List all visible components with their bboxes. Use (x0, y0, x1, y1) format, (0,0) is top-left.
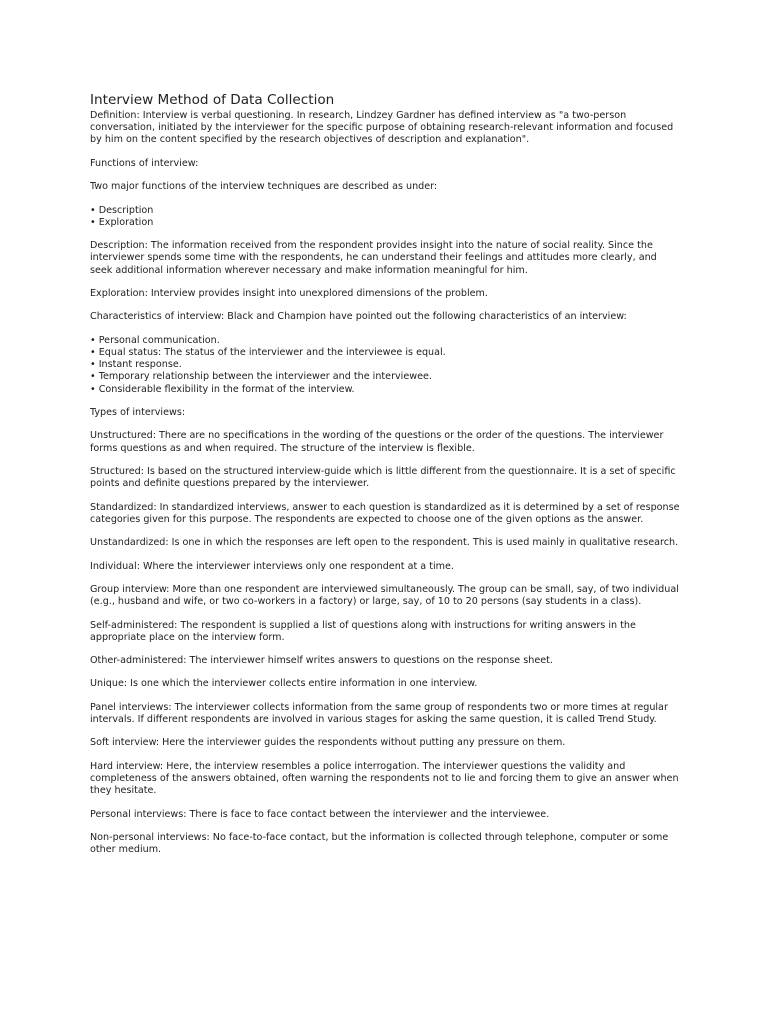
list-item: • Considerable flexibility in the format of the interview. (90, 384, 680, 396)
list-item: • Description (90, 205, 680, 217)
type-soft-paragraph: Soft interview: Here the interviewer guides the respondents without putting any pressure on them. (90, 737, 566, 749)
type-unique-paragraph: Unique: Is one which the interviewer collects entire information in one interview. (90, 678, 478, 690)
exploration-paragraph: Exploration: Interview provides insight into unexplored dimensions of the problem. (90, 287, 488, 299)
type-unstructured-paragraph: Unstructured: There are no specifications in the wording of the questions or the order of the questions. The interviewer forms questions as and when required. The structure of the interview is flexible. (90, 430, 664, 454)
page-title: Interview Method of Data Collection (90, 92, 335, 108)
type-standardized-paragraph: Standardized: In standardized interviews, answer to each question is standardized as it is determined by a set of response categories given for this purpose. The respondents are expected to choose one of the given options as the answer. (90, 501, 680, 525)
functions-list (90, 205, 680, 229)
type-personal-paragraph: Personal interviews: There is face to face contact between the interviewer and the interviewee. (90, 808, 550, 820)
type-non-personal-paragraph: Non-personal interviews: No face-to-face contact, but the information is collected through telephone, computer or some other medium. (90, 832, 669, 856)
list-item: • Temporary relationship between the interviewer and the interviewee. (90, 371, 680, 383)
document-page (90, 92, 680, 868)
description-paragraph: Description: The information received from the respondent provides insight into the nature of social reality. Since the interviewer spends some time with the respondents, he can understand their feelings and attitudes more clearly, and seek additional information wherever necessary and make information meaningful for him. (90, 240, 657, 276)
functions-intro-paragraph: Two major functions of the interview techniques are described as under: (90, 181, 438, 193)
type-unstandardized-paragraph: Unstandardized: Is one in which the responses are left open to the respondent. This is used mainly in qualitative research. (90, 537, 679, 549)
list-item: • Instant response. (90, 359, 680, 371)
type-hard-paragraph: Hard interview: Here, the interview resembles a police interrogation. The interviewer questions the validity and completeness of the answers obtained, often warning the respondents not to lie and forcing them to give an answer when they hesitate. (90, 760, 679, 797)
types-heading: Types of interviews: (90, 406, 186, 418)
definition-paragraph: Definition: Interview is verbal questioning. In research, Lindzey Gardner has defined interview as "a two-person conversation, initiated by the interviewer for the specific purpose of obtaining research-relevant information and focused by him on the content specified by the research objectives of description and explanation". (90, 110, 674, 146)
type-other-administered-paragraph: Other-administered: The interviewer himself writes answers to questions on the response sheet. (90, 655, 553, 667)
type-self-administered-paragraph: Self-administered: The respondent is supplied a list of questions along with instructions for writing answers in the appropriate place on the interview form. (90, 619, 636, 643)
functions-heading: Functions of interview: (90, 157, 199, 169)
characteristics-intro-paragraph: Characteristics of interview: Black and Champion have pointed out the following characteristics of an interview: (90, 311, 627, 323)
type-individual-paragraph: Individual: Where the interviewer interviews only one respondent at a time. (90, 560, 454, 572)
type-panel-paragraph: Panel interviews: The interviewer collects information from the same group of respondents two or more times at regular intervals. If different respondents are involved in various stages for asking the same question, it is called Trend Study. (90, 701, 668, 726)
type-structured-paragraph: Structured: Is based on the structured interview-guide which is little different from the questionnaire. It is a set of specific points and definite questions prepared by the interviewer. (90, 465, 676, 490)
characteristics-list (90, 335, 680, 396)
list-item: • Exploration (90, 217, 680, 229)
list-item: • Equal status: The status of the interviewer and the interviewee is equal. (90, 347, 680, 359)
list-item: • Personal communication. (90, 335, 680, 347)
type-group-paragraph: Group interview: More than one respondent are interviewed simultaneously. The group can be small, say, of two individual (e.g., husband and wife, or two co-workers in a factory) or large, say, of 10 to 20 persons (say students in a class). (90, 583, 679, 608)
